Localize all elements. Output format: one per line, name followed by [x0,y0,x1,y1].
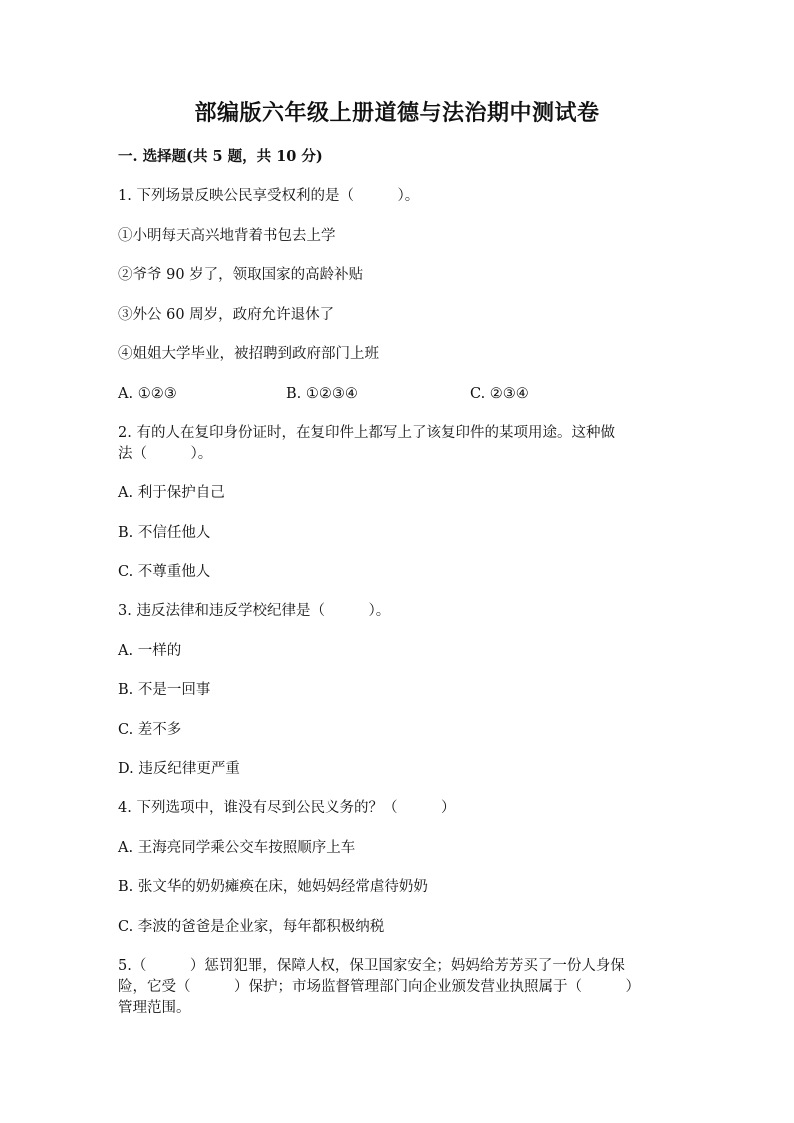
page-title: 部编版六年级上册道德与法治期中测试卷 [194,100,600,126]
question-3-option-a: A. 一样的 [118,643,182,659]
question-1-statement-1: ①小明每天高兴地背着书包去上学 [118,228,336,244]
question-1-statement-4: ④姐姐大学毕业，被招聘到政府部门上班 [118,346,379,362]
question-4-option-c: C. 李波的爸爸是企业家，每年都积极纳税 [118,919,385,935]
question-1-statement-2: ②爷爷 90 岁了，领取国家的高龄补贴 [118,267,364,283]
question-1-option-a: A. ①②③ [118,386,177,402]
question-4-option-a: A. 王海亮同学乘公交车按照顺序上车 [118,840,356,856]
section-heading: 一. 选择题(共 5 题，共 10 分) [118,148,323,165]
question-2-stem-line-2: 法（ ）。 [118,446,213,462]
question-1-option-c: C. ②③④ [470,386,529,402]
question-1-option-b: B. ①②③④ [286,386,358,402]
question-1-stem: 1. 下列场景反映公民享受权利的是（ ）。 [118,188,420,204]
question-2-option-c: C. 不尊重他人 [118,564,211,580]
question-2-option-b: B. 不信任他人 [118,525,211,541]
question-4-stem: 4. 下列选项中，谁没有尽到公民义务的？（ ） [118,800,456,816]
question-2-option-a: A. 利于保护自己 [118,485,225,501]
question-1-statement-3: ③外公 60 周岁，政府允许退休了 [118,307,335,323]
question-4-option-b: B. 张文华的奶奶瘫痪在床，她妈妈经常虐待奶奶 [118,879,428,895]
question-3-option-c: C. 差不多 [118,722,182,738]
question-3-option-d: D. 违反纪律更严重 [118,761,240,777]
question-3-option-b: B. 不是一回事 [118,682,211,698]
question-1-options [118,382,678,406]
question-5-stem-line-3: 管理范围。 [118,1000,191,1016]
question-3-stem: 3. 违反法律和违反学校纪律是（ ）。 [118,603,391,619]
question-5-stem-line-2: 险，它受（ ）保护；市场监督管理部门向企业颁发营业执照属于（ ） [118,979,640,995]
question-2-stem-line-1: 2. 有的人在复印身份证时，在复印件上都写上了该复印件的某项用途。这种做 [118,425,615,441]
question-5-stem-line-1: 5.（ ）惩罚犯罪，保障人权，保卫国家安全；妈妈给芳芳买了一份人身保 [118,958,625,974]
